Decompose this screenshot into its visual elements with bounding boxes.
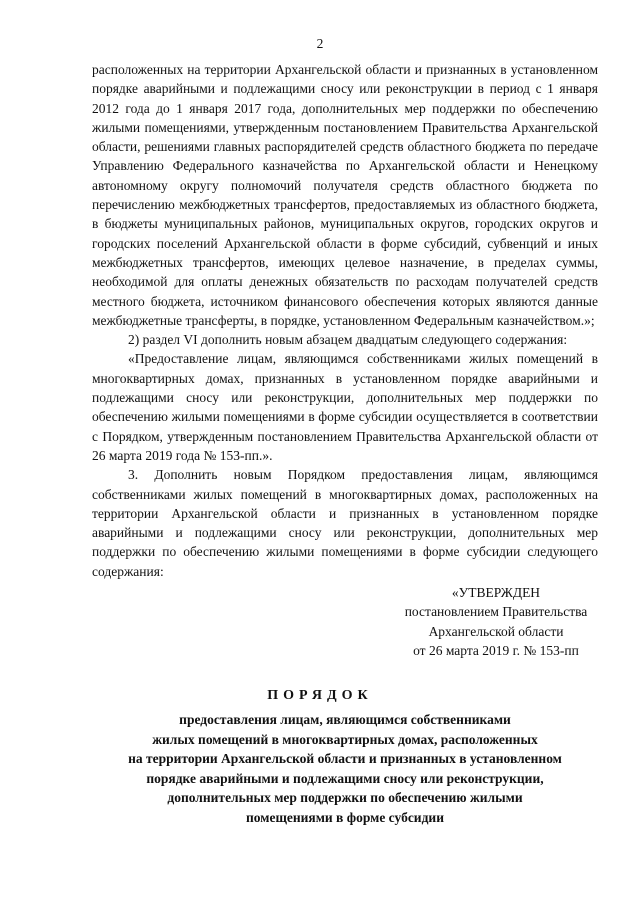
subtitle-line: помещениями в форме субсидии [246,809,444,825]
order-title: ПОРЯДОК [267,688,373,703]
paragraph-item-3: 3. Дополнить новым Порядком предоставления лицам, являющимся собственниками жилых помещений в многоквартирных домах, расположенных на территории Архангельской области и признанных в установленном порядке аварийными и подлежащими сносу или реконструкции, дополнительных мер поддержки по обеспечению жилыми помещениями в форме субсидии следующего содержания: [92,467,598,579]
page-number: 2 [316,36,324,51]
paragraph-quote: «Предоставление лицам, являющимся собственниками жилых помещений в многоквартирных домах, признанных в установленном порядке аварийными и подлежащими сносу или реконструкции, дополнительных мер поддержки по обеспечению жилыми помещениями в форме субсидии осуществляется в соответствии с Порядком, утвержденным постановлением Правительства Архангельской области от 26 марта 2019 года № 153-пп.». [92,351,598,463]
approval-line: «УТВЕРЖДЕН [451,585,541,600]
approval-line: Архангельской области [428,623,564,639]
subtitle-line: жилых помещений в многоквартирных домах, расположенных [152,731,538,747]
paragraph-continuation: расположенных на территории Архангельской области и признанных в установленном порядке аварийными и подлежащими сносу или реконструкции в период с 1 января 2012 года до 1 января 2017 года, дополнительных мер поддержки по обеспечению жилыми помещениями, утвержденным постановлением Правительства Архангельской области, решениями главных распорядителей средств областного бюджета по передаче Управлению Федерального казначейства по Архангельской области и Ненецкому автономному округу полномочий получателя средств областного бюджета по перечислению межбюджетных трансфертов, предоставляемых из областного бюджета, в бюджеты муниципальных районов, муниципальных округов, городских округов и городских поселений Архангельской области в форме субсидий, субвенций и иных межбюджетных трансфертов, имеющих целевое назначение, в пределах суммы, необходимой для оплаты денежных обязательств по расходам получателей средств местного бюджета, источником финансового обеспечения которых являются данные межбюджетные трансферты, в порядке, установленном Федеральным казначейством.»; [92,62,598,328]
subtitle-line: дополнительных мер поддержки по обеспечению жилыми [167,790,523,805]
approval-line: от 26 марта 2019 г. № 153-пп [413,642,579,658]
subtitle-line: порядке аварийными и подлежащими сносу или реконструкции, [146,770,544,786]
order-subtitle [70,710,620,827]
paragraph-item-2: 2) раздел VI дополнить новым абзацем двадцатым следующего содержания: [128,332,568,348]
approval-line: постановлением Правительства [404,604,588,620]
subtitle-line: на территории Архангельской области и признанных в установленном [128,751,562,766]
subtitle-line: предоставления лицам, являющимся собственниками [179,712,511,727]
approval-block [380,583,612,660]
document-body [92,60,598,581]
